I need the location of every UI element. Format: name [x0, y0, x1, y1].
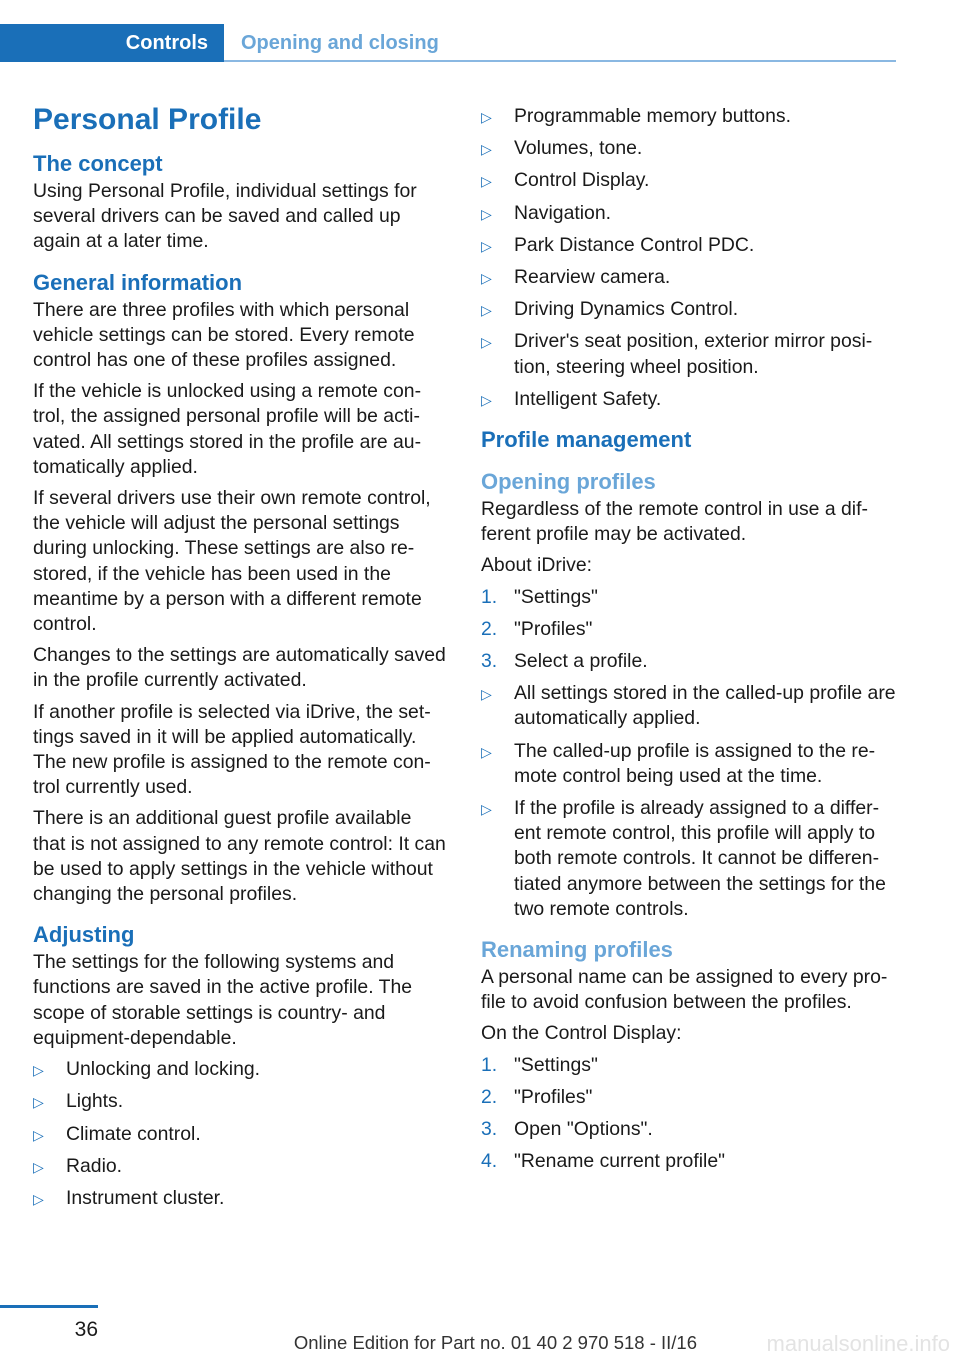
paragraph: On the Control Display:: [481, 1022, 682, 1045]
step-item: [481, 1053, 897, 1078]
step-number: 3.: [481, 650, 498, 673]
list-item-text: Control Display.: [514, 169, 650, 192]
list-item-text: Driving Dynamics Control.: [514, 298, 739, 321]
heading-opening-profiles: Opening profiles: [481, 469, 656, 495]
triangle-bullet-icon: ▷: [481, 334, 492, 351]
triangle-bullet-icon: ▷: [481, 141, 492, 158]
footer-rule: [0, 1305, 98, 1308]
triangle-bullet-icon: ▷: [481, 743, 492, 760]
step-number: 2.: [481, 617, 498, 640]
list-item: [481, 104, 897, 129]
step-text: Open "Options".: [514, 1118, 653, 1141]
list-item: [33, 1057, 449, 1082]
left-column: [33, 100, 449, 1221]
list-item-text: Unlocking and locking.: [66, 1058, 261, 1081]
header-rule: [224, 60, 896, 62]
triangle-bullet-icon: ▷: [481, 270, 492, 287]
list-item: [481, 297, 897, 322]
list-item: [481, 796, 897, 922]
right-column: [481, 104, 897, 1185]
triangle-bullet-icon: ▷: [481, 109, 492, 125]
paragraph: If the vehicle is unlocked using a remote con‐trol, the assigned personal profile will be acti‐vated. All settings stored in the profile are au‐tomatically applied.: [33, 380, 422, 478]
page-number: 36: [74, 1318, 98, 1341]
edition-note: Online Edition for Part no. 01 40 2 970 518 - II/16: [293, 1332, 697, 1353]
list-item: [33, 1122, 449, 1147]
list-item-text: Instrument cluster.: [66, 1186, 225, 1209]
step-item: [481, 617, 897, 642]
triangle-bullet-icon: ▷: [33, 1126, 44, 1143]
list-item-text: Lights.: [66, 1090, 124, 1113]
triangle-bullet-icon: ▷: [33, 1062, 44, 1079]
step-item: [481, 649, 897, 674]
paragraph: Using Personal Profile, individual settings for several drivers can be saved and called up again at a later time.: [33, 180, 417, 253]
step-item: [481, 1149, 897, 1174]
step-text: "Profiles": [514, 1085, 593, 1108]
triangle-bullet-icon: ▷: [481, 237, 492, 254]
list-item: [33, 1154, 449, 1179]
list-item-text: Rearview camera.: [514, 266, 671, 289]
triangle-bullet-icon: ▷: [481, 686, 492, 703]
list-item-text: Driver's seat position, exterior mirror posi‐tion, steering wheel position.: [514, 330, 873, 378]
triangle-bullet-icon: ▷: [481, 205, 492, 222]
triangle-bullet-icon: ▷: [481, 801, 492, 818]
step-text: "Rename current profile": [514, 1150, 725, 1173]
paragraph: If several drivers use their own remote control, the vehicle will adjust the personal settings during unlocking. These settings are also re‐stored, if the vehicle has been used in the meantime by a person with a different remote control.: [33, 487, 431, 636]
list-item-text: Navigation.: [514, 201, 612, 224]
triangle-bullet-icon: ▷: [33, 1094, 44, 1111]
step-item: [481, 1085, 897, 1110]
heading-adjusting: Adjusting: [33, 922, 135, 948]
step-item: [481, 1117, 897, 1142]
paragraph: The settings for the following systems and functions are saved in the active profile. The scope of storable settings is country- and equipment-dependable.: [33, 951, 413, 1049]
heading-general-information: General information: [33, 269, 243, 295]
opening-steps: [481, 585, 897, 675]
chapter-tab[interactable]: Controls: [0, 24, 224, 62]
triangle-bullet-icon: ▷: [481, 173, 492, 190]
step-number: 2.: [481, 1085, 498, 1108]
list-item: [481, 739, 897, 789]
triangle-bullet-icon: ▷: [481, 391, 492, 408]
list-item-text: Climate control.: [66, 1122, 201, 1145]
list-item: [33, 1089, 449, 1114]
list-item-text: Radio.: [66, 1154, 123, 1177]
watermark: manualsonline.info: [766, 1331, 950, 1356]
paragraph: Changes to the settings are automatically saved in the profile currently activated.: [33, 644, 446, 692]
step-number: 1.: [481, 585, 498, 608]
step-text: "Profiles": [514, 617, 593, 640]
list-item: [481, 136, 897, 161]
paragraph: About iDrive:: [481, 554, 593, 577]
heading-profile-management: Profile management: [481, 427, 692, 453]
paragraph: Regardless of the remote control in use a dif‐ferent profile may be activated.: [481, 498, 868, 546]
triangle-bullet-icon: ▷: [33, 1190, 44, 1207]
list-item: [481, 265, 897, 290]
step-number: 1.: [481, 1053, 498, 1076]
step-number: 4.: [481, 1150, 498, 1173]
paragraph: A personal name can be assigned to every pro‐file to avoid confusion between the profiles.: [481, 966, 888, 1014]
page-header: [0, 24, 896, 62]
list-item: [481, 201, 897, 226]
list-item-text: Intelligent Safety.: [514, 387, 662, 410]
list-item-text: Programmable memory buttons.: [514, 105, 791, 127]
triangle-bullet-icon: ▷: [33, 1158, 44, 1175]
section-title[interactable]: Opening and closing: [241, 32, 439, 54]
step-text: Select a profile.: [514, 650, 648, 673]
list-item-text: Volumes, tone.: [514, 137, 643, 160]
adjusting-list: [33, 1057, 449, 1211]
list-item-text: All settings stored in the called-up profile are automatically applied.: [514, 682, 896, 730]
list-item: [481, 168, 897, 193]
paragraph: There are three profiles with which personal vehicle settings can be stored. Every remote control has one of these profiles assigned.: [33, 298, 415, 372]
paragraph: There is an additional guest profile available that is not assigned to any remote control: It can be used to apply settings in the vehicle without changing the personal profiles.: [33, 807, 446, 906]
step-text: "Settings": [514, 585, 598, 608]
triangle-bullet-icon: ▷: [481, 302, 492, 319]
adjusting-list-continued: [481, 104, 897, 412]
renaming-steps: [481, 1053, 897, 1175]
heading-concept: The concept: [33, 151, 163, 176]
list-item-text: The called-up profile is assigned to the re‐mote control being used at the time.: [514, 739, 876, 787]
opening-notes: [481, 681, 897, 922]
page-title: Personal Profile: [33, 103, 262, 136]
step-text: "Settings": [514, 1053, 598, 1076]
list-item: [481, 233, 897, 258]
heading-renaming-profiles: Renaming profiles: [481, 937, 673, 963]
list-item: [481, 681, 897, 731]
list-item-text: If the profile is already assigned to a differ‐ent remote control, this profile will apply to both remote controls. It cannot be differen‐tiated anymore between the settings for the two remote controls.: [514, 797, 886, 920]
paragraph: If another profile is selected via iDrive, the set‐tings saved in it will be applied automatically. The new profile is assigned to the remote con‐trol currently used.: [33, 700, 431, 799]
list-item: [33, 1186, 449, 1211]
list-item: [481, 387, 897, 412]
step-item: [481, 585, 897, 610]
step-number: 3.: [481, 1118, 498, 1141]
list-item-text: Park Distance Control PDC.: [514, 233, 755, 256]
list-item: [481, 329, 897, 379]
